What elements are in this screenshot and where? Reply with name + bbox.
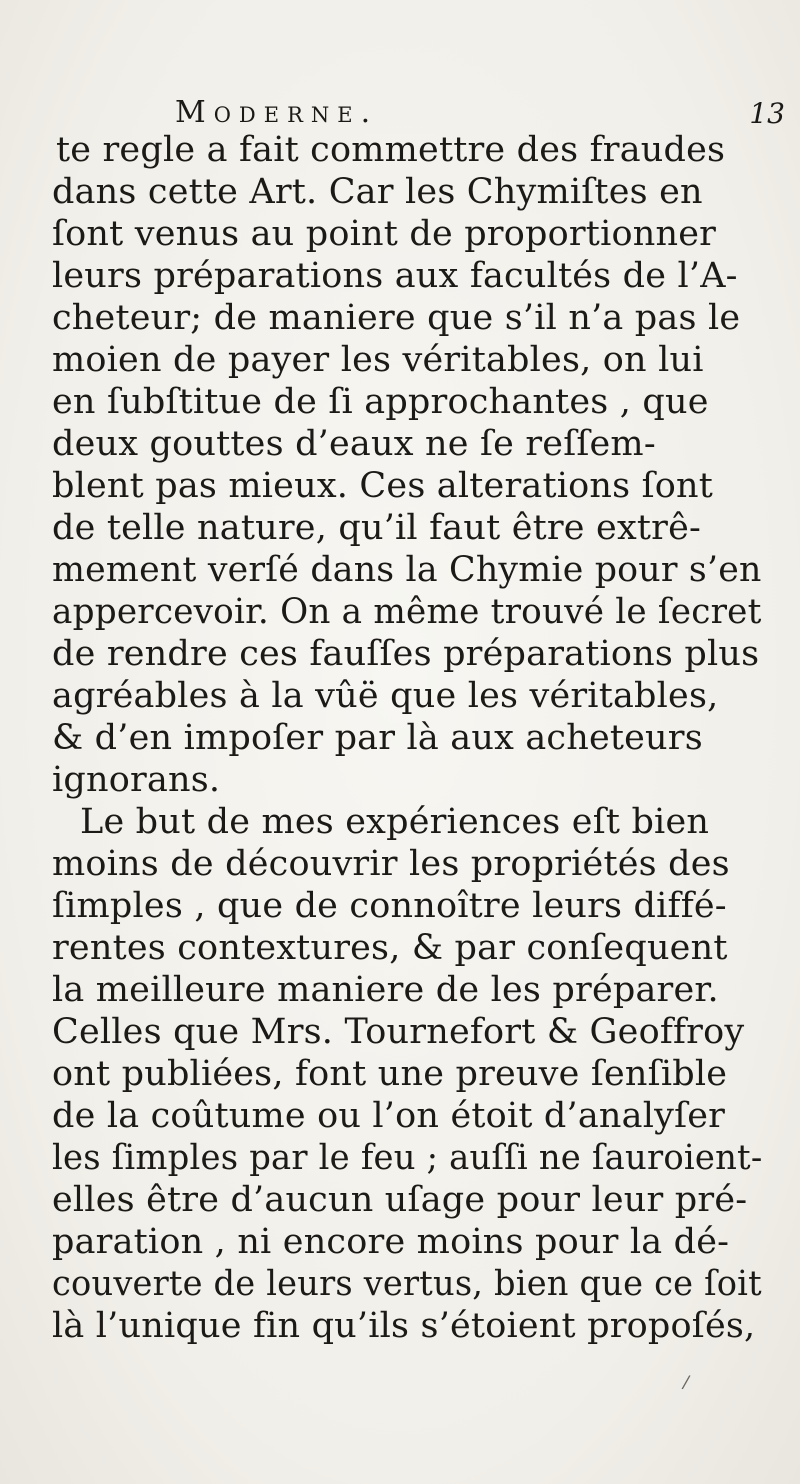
text-line: mement verſé dans la Chymie pour s’en — [52, 550, 762, 590]
text-line: la meilleure maniere de les préparer. — [52, 970, 719, 1010]
text-line: blent pas mieux. Ces alterations ſont — [52, 466, 714, 506]
text-line: ſont venus au point de proportionner — [52, 214, 717, 254]
text-line: en ſubſtitue de ſi approchantes , que — [52, 382, 709, 422]
text-line: Celles que Mrs. Tournefort & Geoffroy — [52, 1012, 745, 1052]
text-line: elles être d’aucun uſage pour leur pré- — [52, 1180, 748, 1220]
text-line: paration , ni encore moins pour la dé- — [52, 1222, 730, 1262]
text-line: te regle a fait commettre des fraudes — [56, 130, 726, 170]
page-number: 13 — [749, 97, 785, 130]
text-line: les ſimples par le feu ; auſſi ne ſauroient- — [52, 1138, 763, 1178]
text-line: & d’en impoſer par là aux acheteurs — [52, 718, 703, 758]
text-line: cheteur; de maniere que s’il n’a pas le — [52, 298, 741, 338]
text-line: deux gouttes d’eaux ne ſe reſſem- — [52, 424, 656, 464]
text-line: là l’unique fin qu’ils s’étoient propoſés, — [52, 1306, 756, 1346]
text-line: de telle nature, qu’il faut être extrê- — [52, 508, 702, 548]
text-line: ſimples , que de connoître leurs diffé- — [52, 886, 727, 926]
text-line: agréables à la vûë que les véritables, — [52, 676, 719, 716]
running-head: Moderne. — [175, 95, 379, 130]
text-line: moins de découvrir les propriétés des — [52, 844, 730, 884]
text-line: couverte de leurs vertus, bien que ce ſoit — [52, 1264, 762, 1304]
page-header — [175, 70, 785, 130]
text-line: leurs préparations aux facultés de l’A- — [52, 256, 738, 296]
text-line: dans cette Art. Car les Chymiſtes en — [52, 172, 703, 212]
text-line: rentes contextures, & par conſequent — [52, 928, 728, 968]
text-line: ont publiées, font une preuve ſenſible — [52, 1054, 728, 1094]
text-line: Le but de mes expériences eſt bien — [80, 802, 710, 842]
text-line: ignorans. — [52, 760, 221, 800]
text-line: de la coûtume ou l’on étoit d’analyſer — [52, 1096, 726, 1136]
text-line: de rendre ces fauſſes préparations plus — [52, 634, 760, 674]
text-line: moien de payer les véritables, on lui — [52, 340, 704, 380]
stray-ink-mark: / — [680, 1371, 692, 1394]
text-line: appercevoir. On a même trouvé le ſecret — [52, 592, 762, 632]
